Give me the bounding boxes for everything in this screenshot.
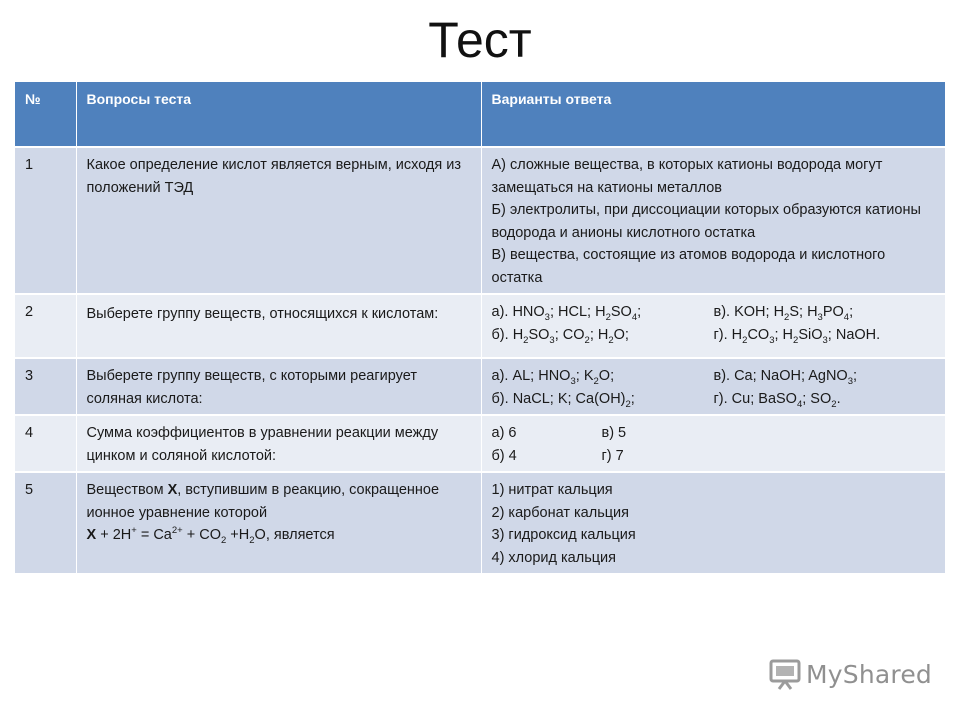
ionic-equation: + $2H^+ = Ca^{2+} + CO_2 +H_2O$, является <box>96 525 335 546</box>
answer-option: б). NaCL; K; $Ca(OH)_2$; <box>491 390 635 410</box>
answer-option: г) 7 <box>601 447 624 464</box>
answer-option: в). KOH; $H_2S$; $H_3PO_4$; <box>713 304 854 323</box>
row-number: 2 <box>15 294 76 358</box>
table-row <box>15 358 945 415</box>
row-number: 1 <box>15 147 76 294</box>
answer-option: в). Ca; NaOH; AgNO$_3$; <box>713 368 858 387</box>
header-number: № <box>15 82 76 147</box>
answer-option: г). Cu; BaSO$_4$; $SO_2$. <box>713 390 841 410</box>
answer-option: б) 4 <box>491 447 517 464</box>
row-number: 4 <box>15 415 76 472</box>
answer-option: В) вещества, состоящие из атомов водорода и кислотного остатка <box>491 247 886 286</box>
answer-option: а). AL; $HNO_3$; $K_2O$; <box>491 368 615 387</box>
substance-x: X <box>167 482 178 498</box>
answer-option: 3) гидроксид кальция <box>491 527 636 543</box>
row-number: 3 <box>15 358 76 415</box>
answer-options <box>481 294 945 358</box>
answer-options <box>481 147 945 294</box>
watermark-text: MyShared <box>806 659 932 689</box>
question-text: Выберете группу веществ, с которыми реагирует соляная кислота: <box>76 358 481 415</box>
page-title: Тест <box>428 12 532 68</box>
question-text: Сумма коэффициентов в уравнении реакции между цинком и соляной кислотой: <box>76 415 481 472</box>
table-row <box>15 472 945 573</box>
answer-options <box>481 415 945 472</box>
answer-option: г). $H_2CO_3$; $H_2SiO_3$; NaOH. <box>713 326 881 346</box>
answer-option: в) 5 <box>601 425 627 441</box>
myshared-watermark <box>768 656 932 692</box>
answer-option: 1) нитрат кальция <box>491 482 613 498</box>
table-row <box>15 294 945 358</box>
question-text: Какое определение кислот является верным, исходя из положений ТЭД <box>76 147 481 294</box>
header-answers: Варианты ответа <box>481 82 945 147</box>
table-row <box>15 415 945 472</box>
answer-option: б). $H_2SO_3$; $CO_2$; $H_2O$; <box>491 326 629 346</box>
substance-x: X <box>86 527 97 543</box>
table-row <box>15 147 945 294</box>
test-table <box>15 82 945 573</box>
answer-option: А) сложные вещества, в которых катионы водорода могут замещаться на катионы металлов <box>491 157 883 196</box>
row-number: 5 <box>15 472 76 573</box>
answer-option: Б) электролиты, при диссоциации которых образуются катионы водорода и анионы кислотного остатка <box>491 202 921 241</box>
question-text: Веществом X, вступившим в реакцию, сокращенное ионное уравнение которой $X + 2H^+ = Ca^{2+} + CO_2 +H_2O$, является <box>76 472 481 573</box>
presentation-board-icon <box>768 657 802 691</box>
table-header-row <box>15 82 945 147</box>
answer-options <box>481 472 945 573</box>
answer-option: 4) хлорид кальция <box>491 549 617 566</box>
answer-option: а) 6 <box>491 425 517 441</box>
answer-option: 2) карбонат кальция <box>491 504 630 521</box>
answer-option: а). $HNO_3$; HCL; $H_2SO_4$; <box>491 304 642 323</box>
question-text: Выберете группу веществ, относящихся к кислотам: <box>76 294 481 358</box>
answer-options <box>481 358 945 415</box>
header-questions: Вопросы теста <box>76 82 481 147</box>
